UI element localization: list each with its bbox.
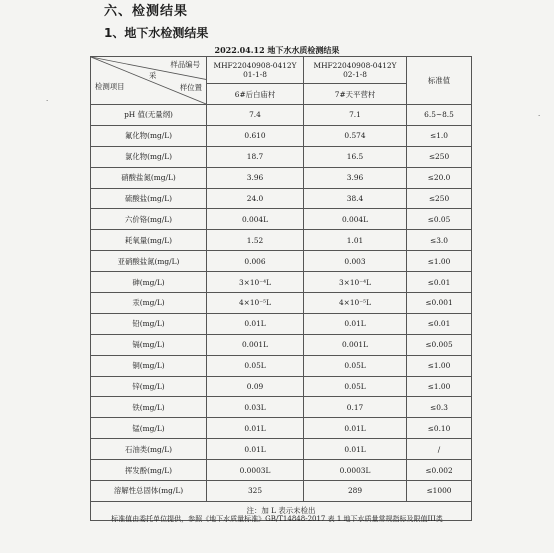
standard-value: 6.5~8.5: [407, 105, 472, 126]
sample-2-value: 0.004L: [304, 209, 407, 230]
standard-value: ≤0.002: [407, 460, 472, 481]
sample-2-value: 4×10⁻⁵L: [304, 293, 407, 314]
item-cell: 亚硝酸盐氮(mg/L): [91, 251, 207, 272]
sample-1-value: 0.01L: [207, 418, 304, 439]
standard-value: ≤0.01: [407, 272, 472, 293]
sample-2-value: 0.0003L: [304, 460, 407, 481]
diagonal-header-cell: [91, 57, 207, 105]
sub-title: 1、地下水检测结果: [104, 26, 209, 40]
item-cell: 镉(mg/L): [91, 334, 207, 355]
sample-2-value: 0.001L: [304, 334, 407, 355]
sample-1-value: 3.96: [207, 167, 304, 188]
standard-value: ≤3.0: [407, 230, 472, 251]
sample-2-value: 0.01L: [304, 313, 407, 334]
scan-mark: ·: [46, 97, 49, 105]
sample-1-value: 0.0003L: [207, 460, 304, 481]
sample-2-value: 0.05L: [304, 355, 407, 376]
sampling-label: 采: [149, 71, 157, 80]
item-cell: 锰(mg/L): [91, 418, 207, 439]
sample-location-2: 7#天平营村: [304, 84, 407, 105]
sample-1-value: 1.52: [207, 230, 304, 251]
item-cell: 耗氧量(mg/L): [91, 230, 207, 251]
sample-no-label: 样品编号: [170, 60, 200, 69]
table-row: [91, 418, 472, 439]
item-cell: 铁(mg/L): [91, 397, 207, 418]
note-cell: 注：加 L 表示未检出: [91, 501, 472, 520]
sample-1-value: 0.05L: [207, 355, 304, 376]
sample-1-value: 4×10⁻⁵L: [207, 293, 304, 314]
table-row: [91, 334, 472, 355]
table-header-row: [91, 57, 472, 84]
table-row: [91, 293, 472, 314]
standard-value: ≤250: [407, 146, 472, 167]
standard-value: ≤0.005: [407, 334, 472, 355]
table-row: [91, 481, 472, 502]
standard-value: ≤0.05: [407, 209, 472, 230]
location-label: 样位置: [179, 83, 202, 92]
standard-value: ≤1.00: [407, 251, 472, 272]
table-row: [91, 251, 472, 272]
sample-1-value: 0.610: [207, 125, 304, 146]
sample-2-value: 0.17: [304, 397, 407, 418]
footer-note: 标准值由委托单位提供，参照《地下水质量标准》GB/T14848-2017 表 1 地下水质量常规指标及限值III类: [111, 515, 443, 523]
table-row: [91, 209, 472, 230]
table-row: [91, 355, 472, 376]
item-cell: 氯化物(mg/L): [91, 146, 207, 167]
scan-mark: ·: [538, 112, 541, 120]
item-cell: 六价铬(mg/L): [91, 209, 207, 230]
item-cell: 溶解性总固体(mg/L): [91, 481, 207, 502]
sample-1-value: 0.09: [207, 376, 304, 397]
sample-1-value: 18.7: [207, 146, 304, 167]
standard-value: ≤1.00: [407, 376, 472, 397]
standard-value: ≤0.3: [407, 397, 472, 418]
item-cell: 汞(mg/L): [91, 293, 207, 314]
sample-2-value: 0.003: [304, 251, 407, 272]
table-row: [91, 146, 472, 167]
sample-1-value: 0.004L: [207, 209, 304, 230]
sample-1-value: 7.4: [207, 105, 304, 126]
sample-1-value: 24.0: [207, 188, 304, 209]
item-cell: 氟化物(mg/L): [91, 125, 207, 146]
results-table: [90, 56, 472, 521]
sample-1-value: 0.03L: [207, 397, 304, 418]
sample-2-value: 7.1: [304, 105, 407, 126]
table-caption: 2022.04.12 地下水水质检测结果: [214, 45, 340, 55]
sample-1-value: 0.01L: [207, 313, 304, 334]
table-row: [91, 439, 472, 460]
sample-2-value: 0.01L: [304, 439, 407, 460]
table-row: [91, 397, 472, 418]
table-row: [91, 313, 472, 334]
sample-2-value: 0.01L: [304, 418, 407, 439]
standard-value: ≤1000: [407, 481, 472, 502]
standard-value: ≤1.00: [407, 355, 472, 376]
sample-1-value: 0.01L: [207, 439, 304, 460]
standard-value: ≤0.10: [407, 418, 472, 439]
item-label: 检测项目: [95, 82, 125, 91]
sample-2-value: 38.4: [304, 188, 407, 209]
item-cell: 硫酸盐(mg/L): [91, 188, 207, 209]
section-title: 六、检测结果: [104, 4, 189, 19]
table-row: [91, 105, 472, 126]
sample-1-value: 3×10⁻⁴L: [207, 272, 304, 293]
table-body: [91, 105, 472, 502]
sample-location-1: 6#后白庙村: [207, 84, 304, 105]
item-cell: 铅(mg/L): [91, 313, 207, 334]
item-cell: pH 值(无量纲): [91, 105, 207, 126]
table-row: [91, 272, 472, 293]
table-row: [91, 167, 472, 188]
sample-2-value: 3×10⁻⁴L: [304, 272, 407, 293]
item-cell: 硝酸盐氮(mg/L): [91, 167, 207, 188]
item-cell: 锌(mg/L): [91, 376, 207, 397]
standard-value: ≤250: [407, 188, 472, 209]
sample-2-value: 0.05L: [304, 376, 407, 397]
standard-value: ≤0.001: [407, 293, 472, 314]
sample-2-value: 16.5: [304, 146, 407, 167]
sample-2-value: 289: [304, 481, 407, 502]
standard-value: /: [407, 439, 472, 460]
sample-1-value: 325: [207, 481, 304, 502]
table-row: [91, 460, 472, 481]
sample-1-value: 0.001L: [207, 334, 304, 355]
sample-code-2: MHF22040908-0412Y 02-1-8: [304, 57, 407, 84]
item-cell: 挥发酚(mg/L): [91, 460, 207, 481]
standard-value: ≤1.0: [407, 125, 472, 146]
item-cell: 铜(mg/L): [91, 355, 207, 376]
item-cell: 砷(mg/L): [91, 272, 207, 293]
sample-2-value: 1.01: [304, 230, 407, 251]
sample-1-value: 0.006: [207, 251, 304, 272]
table-row: [91, 376, 472, 397]
standard-value: ≤20.0: [407, 167, 472, 188]
table-row: [91, 125, 472, 146]
table-row: [91, 230, 472, 251]
standard-header: 标准值: [407, 57, 472, 105]
sample-code-1: MHF22040908-0412Y 01-1-8: [207, 57, 304, 84]
sample-2-value: 3.96: [304, 167, 407, 188]
sample-2-value: 0.574: [304, 125, 407, 146]
item-cell: 石油类(mg/L): [91, 439, 207, 460]
standard-value: ≤0.01: [407, 313, 472, 334]
table-row: [91, 188, 472, 209]
